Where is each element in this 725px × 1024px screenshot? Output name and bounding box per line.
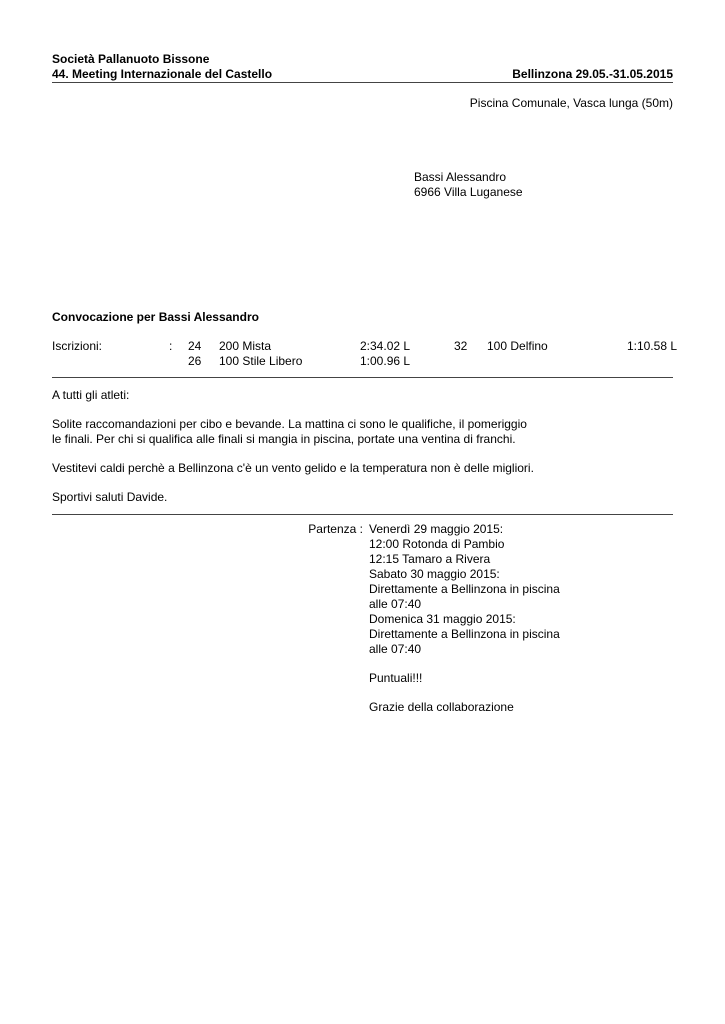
entry-time: 1:10.58 L [626, 339, 677, 353]
entries-colon: : [169, 339, 173, 353]
schedule-line: alle 07:40 [369, 642, 422, 656]
recipient-name: Bassi Alessandro [414, 170, 507, 184]
schedule-line: 12:15 Tamaro a Rivera [369, 552, 491, 566]
event-location-dates: Bellinzona 29.05.-31.05.2015 [512, 67, 673, 81]
schedule-line: 12:00 Rotonda di Pambio [369, 537, 505, 551]
entry-event: 100 Delfino [487, 339, 548, 353]
entry-number: 26 [188, 354, 202, 368]
entry-event: 100 Stile Libero [219, 354, 303, 368]
entries-label: Iscrizioni: [52, 339, 103, 353]
header-divider [52, 82, 673, 83]
body-divider [52, 514, 673, 515]
closing-line: Sportivi saluti Davide. [52, 490, 168, 504]
convocation-title: Convocazione per Bassi Alessandro [52, 310, 259, 324]
schedule-line: Direttamente a Bellinzona in piscina [369, 582, 560, 596]
entry-event: 200 Mista [219, 339, 272, 353]
recipient-city: 6966 Villa Luganese [414, 185, 523, 199]
punctual-note: Puntuali!!! [369, 671, 423, 685]
schedule-line: Venerdì 29 maggio 2015: [369, 522, 504, 536]
schedule-line: alle 07:40 [369, 597, 422, 611]
entries-divider [52, 377, 673, 378]
schedule-line: Sabato 30 maggio 2015: [369, 567, 500, 581]
event-title: 44. Meeting Internazionale del Castello [52, 67, 273, 81]
schedule-line: Domenica 31 maggio 2015: [369, 612, 516, 626]
venue: Piscina Comunale, Vasca lunga (50m) [469, 96, 673, 110]
greeting: A tutti gli atleti: [52, 388, 130, 402]
entry-time: 2:34.02 L [360, 339, 411, 353]
paragraph-line: le finali. Per chi si qualifica alle finali si mangia in piscina, portate una ventina di franchi. [52, 432, 516, 446]
entry-number: 32 [454, 339, 468, 353]
club-name: Società Pallanuoto Bissone [52, 52, 210, 66]
departure-label: Partenza : [308, 522, 363, 536]
thanks-note: Grazie della collaborazione [369, 700, 514, 714]
schedule-line: Direttamente a Bellinzona in piscina [369, 627, 560, 641]
paragraph-line: Solite raccomandazioni per cibo e bevande. La mattina ci sono le qualifiche, il pomeriggio [52, 417, 527, 431]
entry-number: 24 [188, 339, 202, 353]
weather-paragraph: Vestitevi caldi perchè a Bellinzona c'è un vento gelido e la temperatura non è delle migliori. [52, 461, 534, 475]
entry-time: 1:00.96 L [360, 354, 411, 368]
